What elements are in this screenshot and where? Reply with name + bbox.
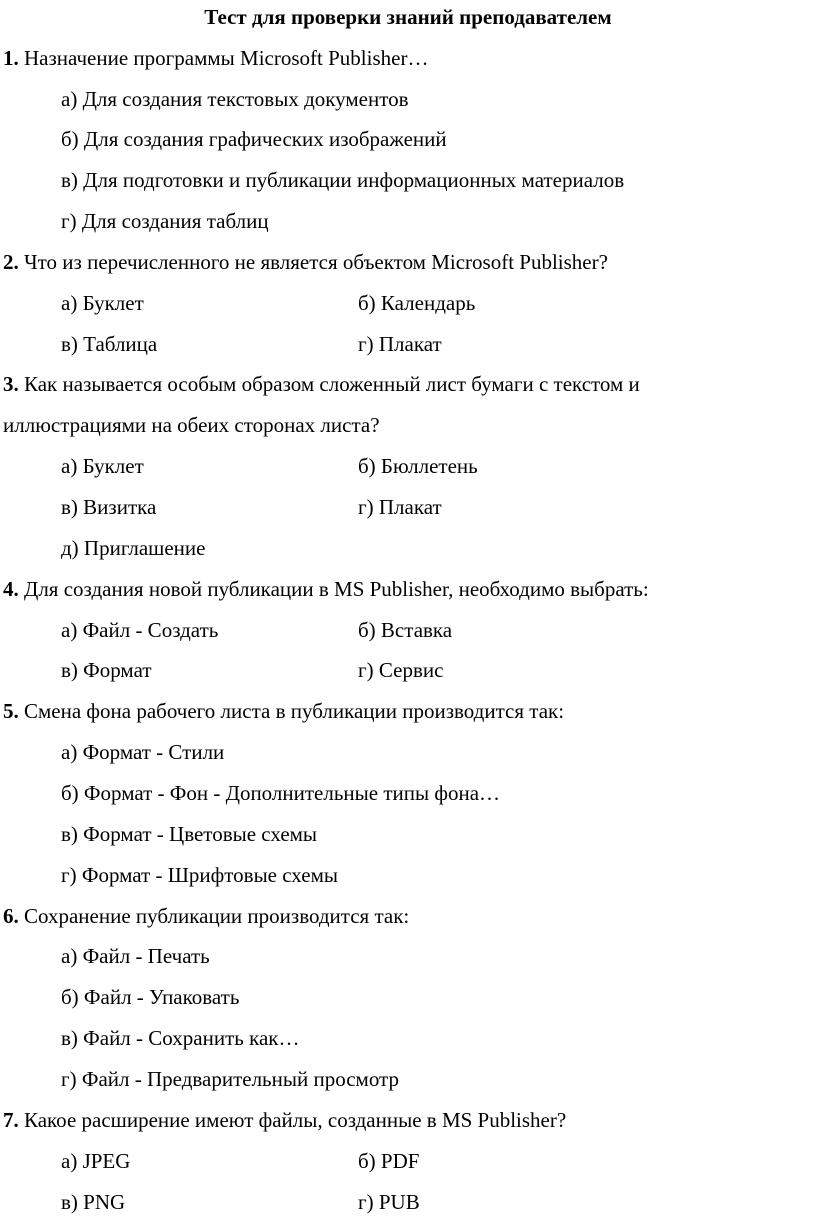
answer-option: а) Формат - Стили: [61, 740, 225, 764]
answer-option: г) Формат - Шрифтовые схемы: [61, 863, 338, 887]
answer-option: а) Файл - Печать: [61, 944, 210, 968]
question-number: 2.: [3, 250, 19, 274]
answer-option: в) Файл - Сохранить как…: [61, 1026, 300, 1050]
question-text: Смена фона рабочего листа в публикации производится так:: [24, 699, 565, 723]
question-text: Какое расширение имеют файлы, созданные в MS Publisher?: [24, 1108, 567, 1132]
question-4: [3, 575, 649, 603]
question-3: [3, 370, 640, 398]
answer-option: д) Приглашение: [61, 536, 206, 560]
answer-option: б) Календарь: [358, 291, 476, 315]
page-title: Тест для проверки знаний преподавателем: [204, 5, 612, 29]
question-1: [3, 44, 428, 72]
question-text: Назначение программы Microsoft Publisher…: [24, 46, 429, 70]
answer-option: б) Для создания графических изображений: [61, 127, 447, 151]
question-number: 5.: [3, 699, 19, 723]
question-5: [3, 697, 564, 725]
answer-option: в) Для подготовки и публикации информационных материалов: [61, 168, 625, 192]
question-text-continued: иллюстрациями на обеих сторонах листа?: [3, 413, 380, 437]
answer-option: г) Плакат: [358, 332, 442, 356]
question-text: Что из перечисленного не является объектом Microsoft Publisher?: [24, 250, 608, 274]
question-number: 3.: [3, 372, 19, 396]
answer-option: а) Файл - Создать: [61, 618, 219, 642]
answer-option: а) Буклет: [61, 291, 144, 315]
answer-option: г) Сервис: [358, 658, 444, 682]
answer-option: б) PDF: [358, 1149, 420, 1173]
answer-option: б) Вставка: [358, 618, 453, 642]
answer-option: б) Бюллетень: [358, 454, 478, 478]
question-number: 4.: [3, 577, 19, 601]
answer-option: в) Таблица: [61, 332, 158, 356]
answer-option: в) PNG: [61, 1190, 126, 1214]
answer-option: г) Файл - Предварительный просмотр: [61, 1067, 399, 1091]
answer-option: а) Для создания текстовых документов: [61, 87, 409, 111]
question-number: 6.: [3, 904, 19, 928]
question-text: Как называется особым образом сложенный лист бумаги с текстом и: [24, 372, 640, 396]
question-text: Для создания новой публикации в MS Publisher, необходимо выбрать:: [24, 577, 649, 601]
answer-option: б) Формат - Фон - Дополнительные типы фона…: [61, 781, 501, 805]
question-6: [3, 902, 409, 930]
answer-option: г) Плакат: [358, 495, 442, 519]
question-number: 7.: [3, 1108, 19, 1132]
question-7: [3, 1106, 566, 1134]
question-number: 1.: [3, 46, 19, 70]
answer-option: г) Для создания таблиц: [61, 209, 269, 233]
answer-option: а) Буклет: [61, 454, 144, 478]
question-text: Сохранение публикации производится так:: [24, 904, 410, 928]
answer-option: г) PUB: [358, 1190, 420, 1214]
answer-option: в) Формат - Цветовые схемы: [61, 822, 318, 846]
answer-option: а) JPEG: [61, 1149, 131, 1173]
answer-option: в) Формат: [61, 658, 152, 682]
question-2: [3, 248, 608, 276]
answer-option: в) Визитка: [61, 495, 157, 519]
answer-option: б) Файл - Упаковать: [61, 985, 240, 1009]
